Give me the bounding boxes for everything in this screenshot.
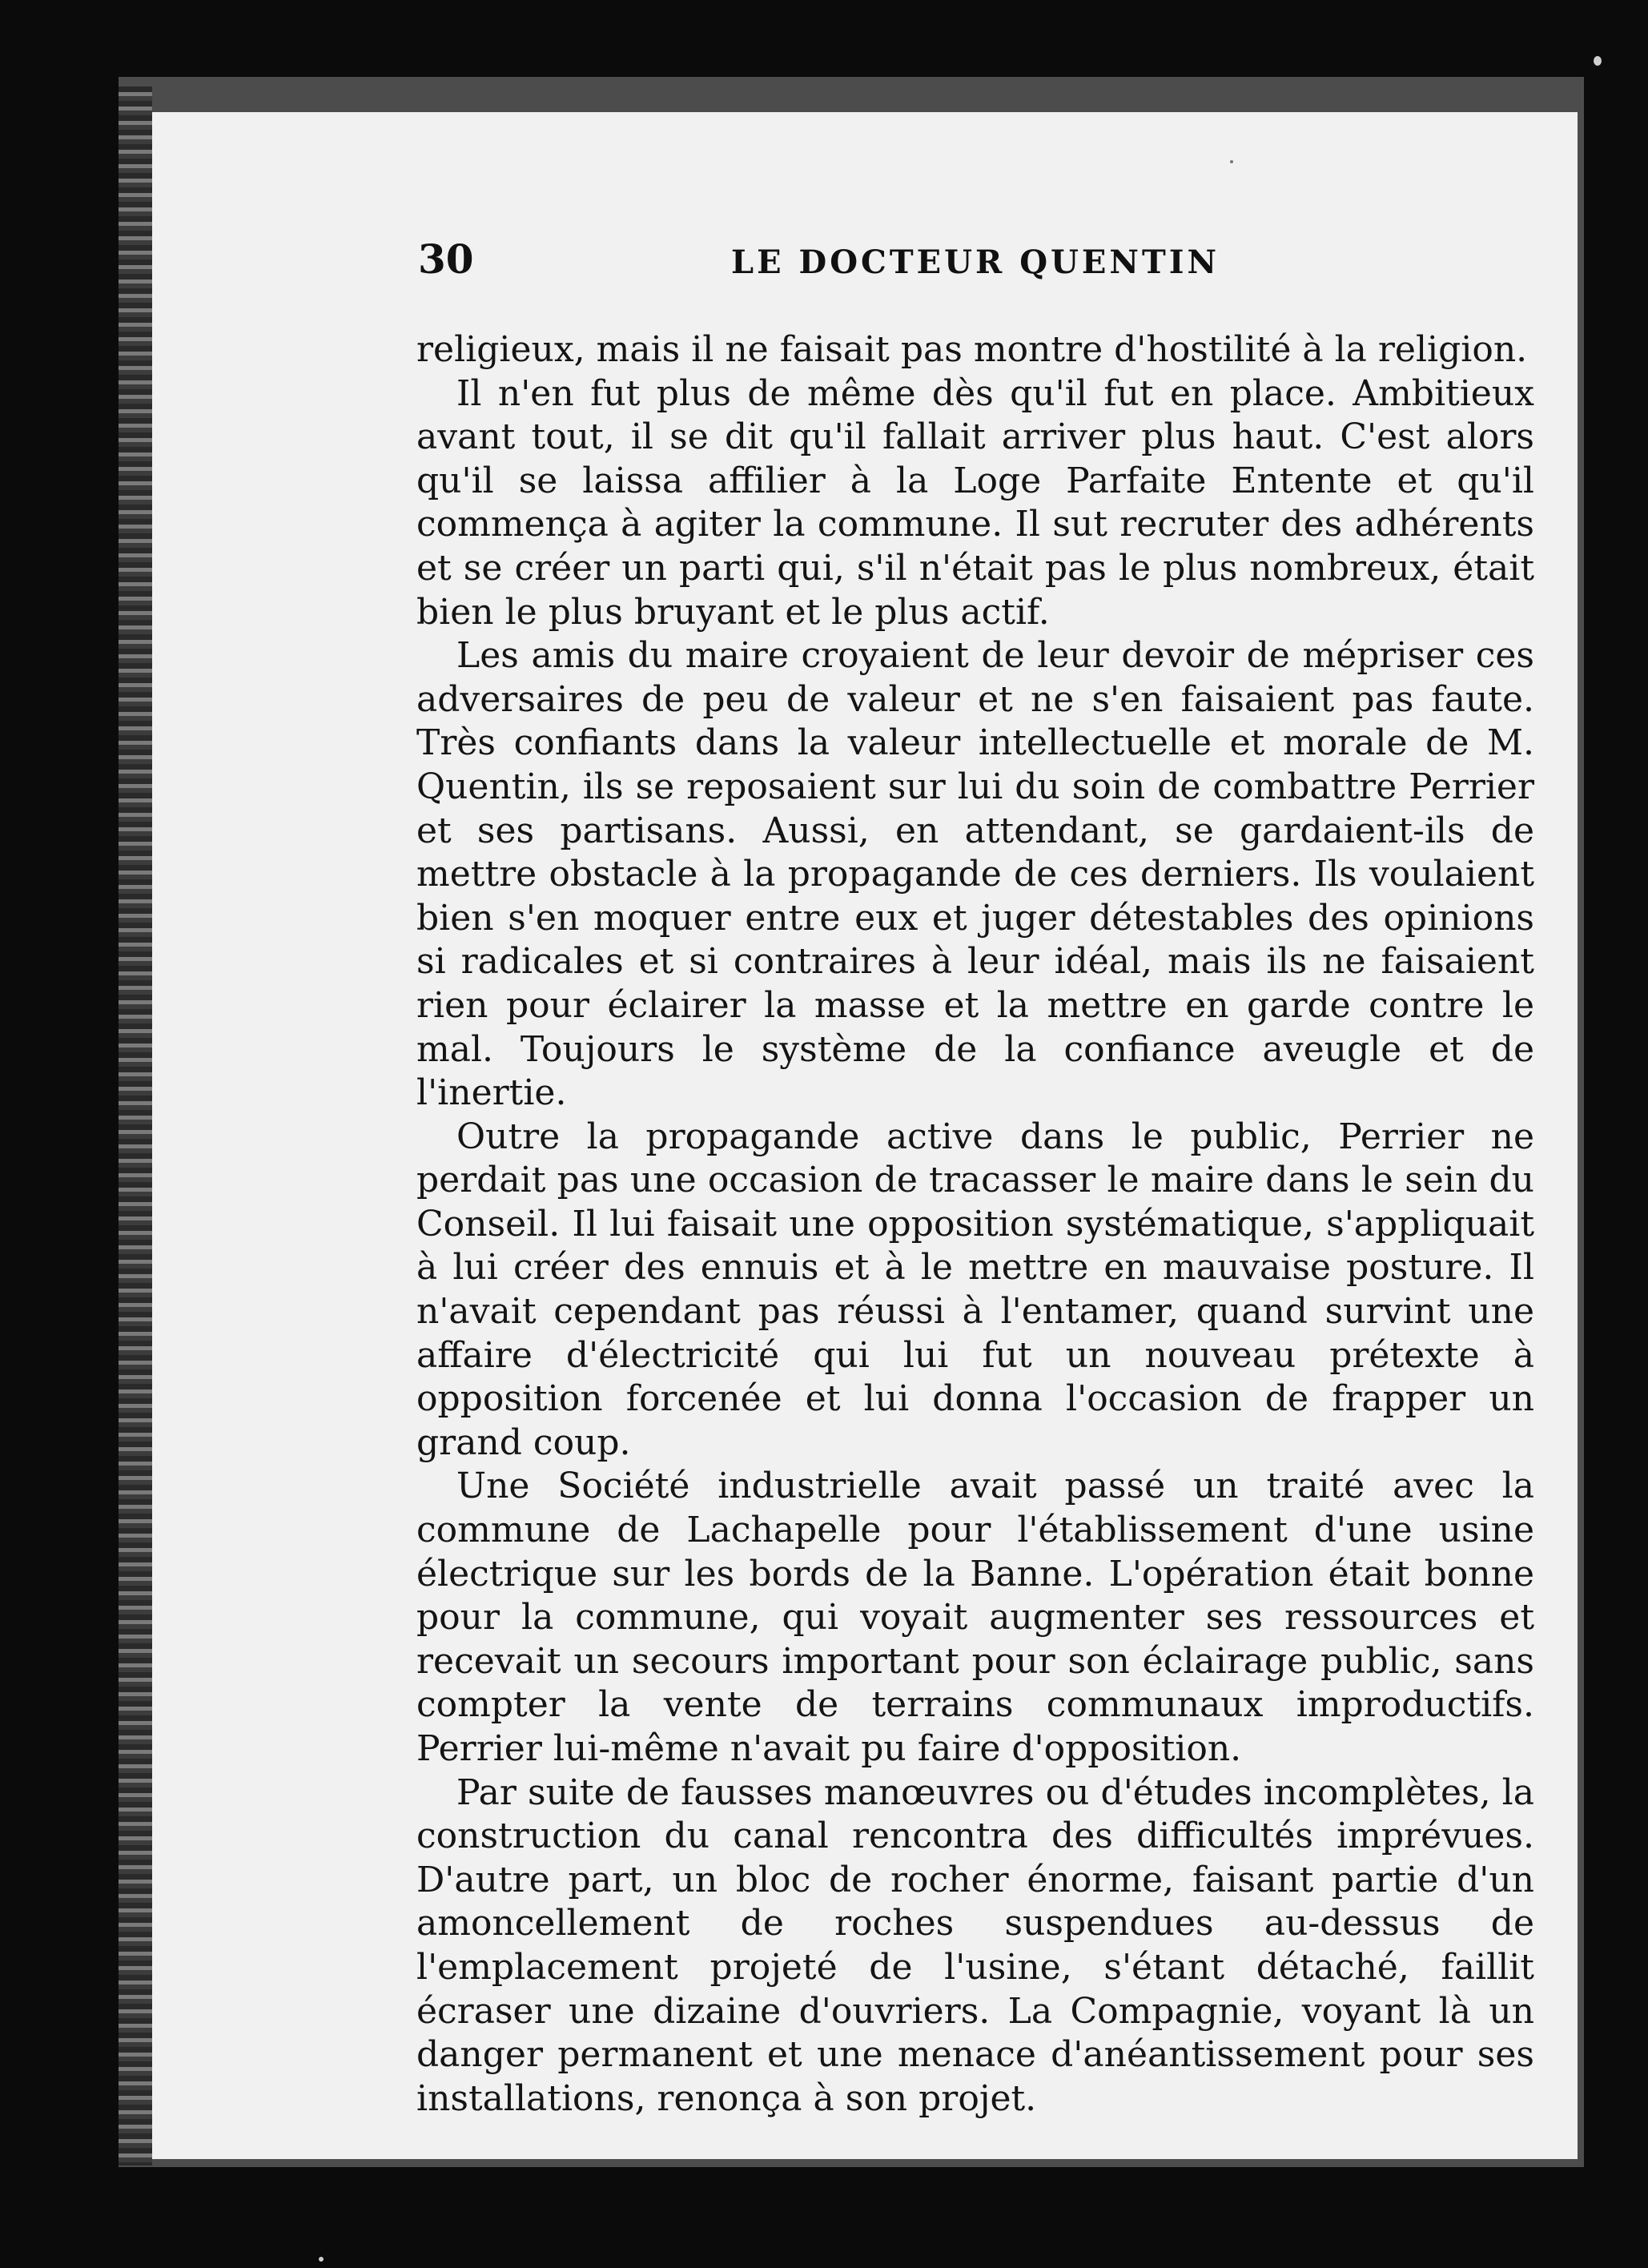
- paragraph: Il n'en fut plus de même dès qu'il fut en place. Ambitieux avant tout, il se dit qu'il fallait arriver plus haut. C'est alors qu'il se laissa affilier à la Loge Parfaite Entente et qu'il commença à agiter la commune. Il sut recruter des adhérents et se créer un parti qui, s'il n'était pas le plus nombreux, était bien le plus bruyant et le plus actif.: [416, 372, 1534, 633]
- running-header: [418, 235, 1533, 292]
- paragraph: Par suite de fausses manœuvres ou d'études incomplètes, la construction du canal rencontra des difficultés imprévues. D'autre part, un bloc de rocher énorme, faisant partie d'un amoncellement de roches suspendues au-dessus de l'emplacement projeté de l'usine, s'étant détaché, faillit écraser une dizaine d'ouvriers. La Compagnie, voyant là un danger permanent et une menace d'anéantissement pour ses installations, renonça à son projet.: [416, 1771, 1534, 2119]
- scan-speck: [319, 2257, 324, 2262]
- paragraph: Une Société industrielle avait passé un traité avec la commune de Lachapelle pour l'établissement d'une usine électrique sur les bords de la Banne. L'opération était bonne pour la commune, qui voyait augmenter ses ressources et recevait un secours important pour son éclairage public, sans compter la vente de terrains communaux improductifs. Perrier lui-même n'avait pu faire d'opposition.: [416, 1466, 1534, 1769]
- scan-speck: [1230, 160, 1233, 163]
- body-text: [416, 328, 1534, 2121]
- paragraph: religieux, mais il ne faisait pas montre d'hostilité à la religion.: [416, 329, 1528, 370]
- running-title: LE DOCTEUR QUENTIN: [730, 243, 1220, 281]
- page-number: 30: [418, 235, 474, 283]
- book-spine: [119, 86, 152, 2165]
- paragraph: Outre la propagande active dans le public, Perrier ne perdait pas une occasion de tracasser le maire dans le sein du Conseil. Il lui faisait une opposition systématique, s'appliquait à lui créer des ennuis et à le mettre en mauvaise posture. Il n'avait cependant pas réussi à l'entamer, quand survint une affaire d'électricité qui lui fut un nouveau prétexte à opposition forcenée et lui donna l'occasion de frapper un grand coup.: [416, 1116, 1534, 1463]
- paragraph: Les amis du maire croyaient de leur devoir de mépriser ces adversaires de peu de valeur et ne s'en faisaient pas faute. Très confiants dans la valeur intellectuelle et morale de M. Quentin, ils se reposaient sur lui du soin de combattre Perrier et ses partisans. Aussi, en attendant, se gardaient-ils de mettre obstacle à la propagande de ces derniers. Ils voulaient bien s'en moquer entre eux et juger détestables des opinions si radicales et si contraires à leur idéal, mais ils ne faisaient rien pour éclairer la masse et la mettre en garde contre le mal. Toujours le système de la confiance aveugle et de l'inertie.: [416, 635, 1534, 1114]
- scan-speck: [1594, 56, 1602, 66]
